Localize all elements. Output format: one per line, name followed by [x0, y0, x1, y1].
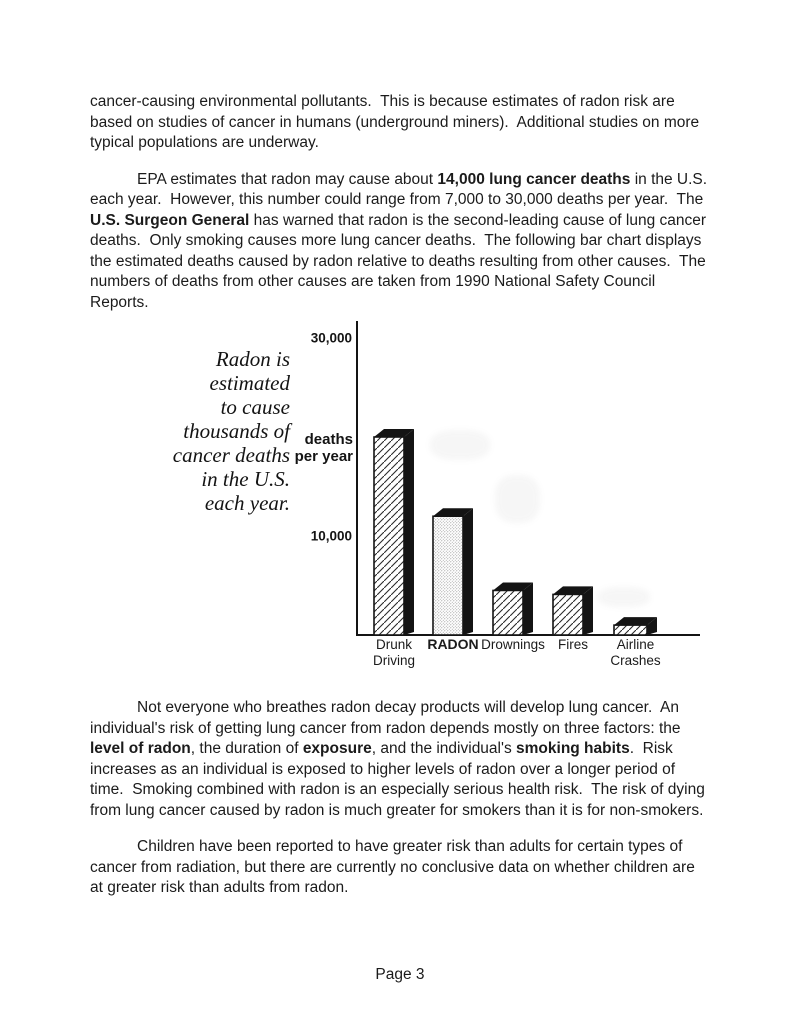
bar-front-face	[433, 516, 463, 635]
text-run: Children have been reported to have greater risk than adults for certain types of cancer from radiation, but there are currently no conclusive data on whether children are at greater risk than adults from radon.	[90, 838, 700, 896]
bar-airline-crashes	[614, 617, 657, 635]
category-label: RADON	[427, 636, 479, 652]
y-axis-tick-labels	[311, 331, 352, 544]
bar-radon	[433, 508, 473, 635]
bar-side-face	[583, 586, 593, 635]
y-axis-label-line: per year	[294, 448, 353, 465]
deaths-bar-chart-block	[0, 315, 800, 685]
paragraph	[90, 837, 712, 899]
bold-text-run: level of radon	[90, 740, 191, 757]
chart-caption-line: thousands of	[183, 419, 290, 443]
y-axis-label-line: deaths	[304, 431, 353, 448]
bar-fires	[553, 586, 593, 635]
text-run: . Risk increases as an individual is exposed to higher levels of radon over a longer period of time. Smoking combined with radon is an especially serious health risk. The risk of dying from lung cancer caused by radon is much greater for smokers than it is for non-smokers.	[90, 740, 710, 819]
bar-front-face	[553, 594, 583, 635]
text-run: has warned that radon is the second-leading cause of lung cancer deaths. Only smoking causes more lung cancer deaths. The following bar chart displays the estimated deaths caused by radon relative to deaths resulting from other causes. The numbers of deaths from other causes are taken from 1990 National Safety Council Reports.	[90, 211, 711, 311]
chart-caption-line: in the U.S.	[201, 467, 290, 491]
bar-side-face	[463, 508, 473, 635]
y-tick-label: 30,000	[310, 330, 352, 346]
text-run: in the U.S. each year. However, this number could range from 7,000 to 30,000 deaths per year. The	[90, 170, 712, 208]
category-label: Drownings	[481, 637, 545, 652]
scan-smudge	[598, 587, 650, 607]
text-run: cancer-causing environmental pollutants. This is because estimates of radon risk are based on studies of cancer in humans (underground miners). Additional studies on more typical populations are underway.	[90, 93, 704, 151]
page-number: Page 3	[375, 966, 425, 983]
chart-caption-line: estimated	[209, 371, 290, 395]
scan-smudge	[430, 430, 490, 460]
bar-front-face	[614, 625, 647, 635]
bold-text-run: 14,000 lung cancer deaths	[437, 170, 631, 188]
bar-drownings	[493, 582, 533, 635]
chart-caption-line: cancer deaths	[172, 443, 290, 467]
scan-smudge	[495, 475, 540, 523]
chart-caption-line: each year.	[204, 491, 290, 515]
category-labels	[373, 636, 661, 668]
text-run: , and the individual's	[371, 740, 517, 757]
category-label: Fires	[558, 637, 588, 652]
bold-text-run: U.S. Surgeon General	[90, 211, 250, 229]
chart-caption-line: to cause	[220, 395, 290, 419]
category-label: Driving	[372, 653, 416, 668]
intro-paragraphs	[90, 92, 712, 329]
bar-front-face	[374, 437, 404, 635]
category-label: Crashes	[610, 653, 661, 668]
text-run: Not everyone who breathes radon decay products will develop lung cancer. An individual's risk of getting lung cancer from radon depends mostly on three factors: the	[90, 699, 685, 737]
bar-front-face	[493, 590, 523, 635]
body-paragraphs	[90, 698, 712, 915]
category-label: Airline	[616, 637, 655, 652]
text-run: EPA estimates that radon may cause about	[137, 170, 438, 188]
bar-side-face	[404, 429, 414, 635]
bold-text-run: smoking habits	[516, 740, 630, 757]
y-tick-label: 10,000	[310, 528, 352, 544]
chart-caption-line: Radon is	[215, 347, 290, 371]
paragraph	[90, 92, 712, 154]
bar-drunk-driving	[374, 429, 414, 635]
paragraph	[90, 170, 712, 314]
bold-text-run: exposure	[302, 740, 372, 757]
text-run: , the duration of	[190, 740, 303, 757]
bar-side-face	[523, 582, 533, 635]
paragraph	[90, 698, 712, 821]
category-label: Drunk	[375, 637, 413, 652]
